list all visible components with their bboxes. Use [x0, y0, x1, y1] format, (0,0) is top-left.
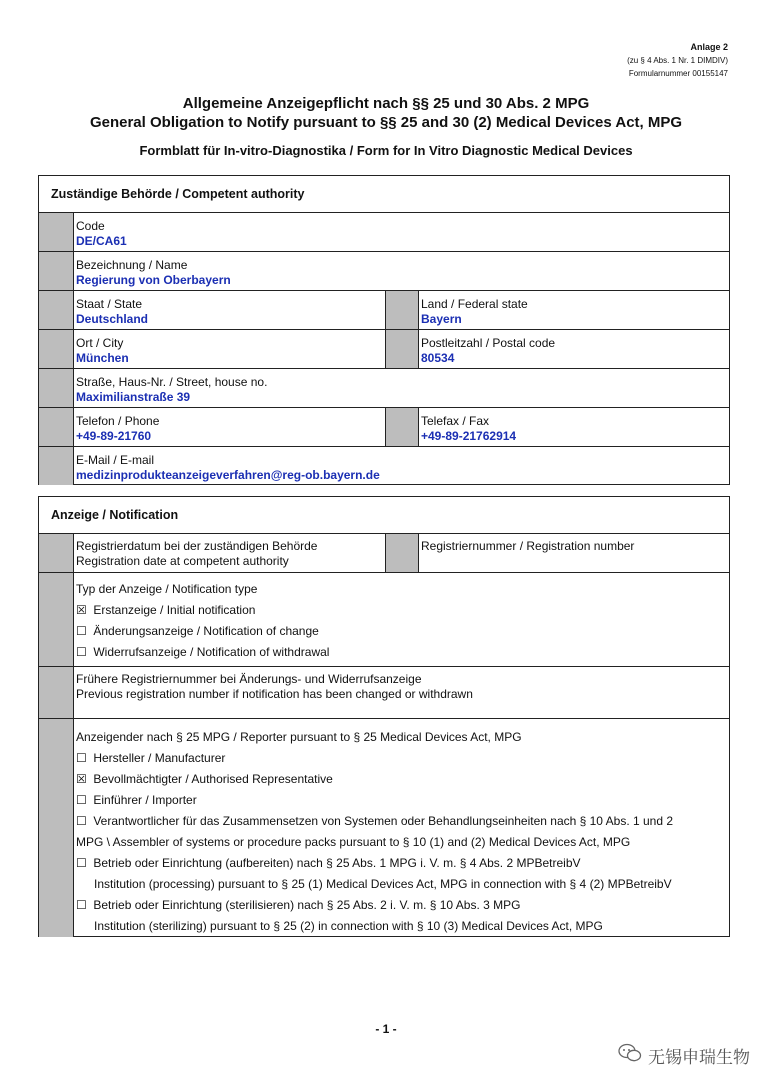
notification-type-label: Typ der Anzeige / Notification type [76, 582, 258, 596]
reporter-option-processing[interactable] [76, 853, 729, 874]
grey-cell [386, 330, 419, 368]
registration-number-label: Registriernummer / Registration number [421, 539, 635, 553]
email-row [39, 447, 729, 485]
authority-heading: Zuständige Behörde / Competent authority [39, 176, 729, 213]
street-label: Straße, Haus-Nr. / Street, house no. [76, 375, 268, 389]
option-label: Änderungsanzeige / Notification of change [93, 624, 319, 638]
fax-field [419, 408, 516, 446]
grey-cell [39, 719, 74, 937]
notification-type-field [74, 573, 329, 666]
name-value: Regierung von Oberbayern [76, 273, 231, 287]
checkbox-unchecked[interactable]: ☐ [76, 814, 87, 828]
option-label: Hersteller / Manufacturer [93, 751, 226, 765]
notification-type-row [39, 573, 729, 667]
type-option-withdrawal[interactable] [76, 642, 329, 663]
checkbox-unchecked[interactable]: ☐ [76, 645, 87, 659]
previous-number-field [74, 667, 473, 718]
grey-cell [39, 447, 74, 485]
grey-cell [386, 291, 419, 329]
registration-date-label-de: Registrierdatum bei der zuständigen Behörde [76, 539, 318, 553]
option-label: Einführer / Importer [93, 793, 197, 807]
checkbox-checked[interactable]: ☒ [76, 603, 87, 617]
title-german: Allgemeine Anzeigepflicht nach §§ 25 und 30 Abs. 2 MPG [182, 95, 590, 112]
phone-label: Telefon / Phone [76, 414, 160, 428]
registration-date-field [74, 534, 317, 572]
grey-cell [39, 534, 74, 572]
wechat-icon [618, 1043, 642, 1068]
grey-cell [39, 213, 74, 251]
previous-number-label-en: Previous registration number if notification has been changed or withdrawn [76, 687, 473, 701]
state-value: Deutschland [76, 312, 149, 326]
grey-cell [39, 408, 74, 446]
grey-cell [39, 369, 74, 407]
phone-field [74, 408, 159, 446]
option-label: Erstanzeige / Initial notification [93, 603, 256, 617]
email-value: medizinprodukteanzeigeverfahren@reg-ob.bayern.de [76, 468, 380, 482]
postal-field [419, 330, 555, 368]
city-label: Ort / City [76, 336, 124, 350]
street-value: Maximilianstraße 39 [76, 390, 191, 404]
state-label: Staat / State [76, 297, 143, 311]
form-subtitle: Formblatt für In-vitro-Diagnostika / Form for In Vitro Diagnostic Medical Devices [139, 143, 633, 158]
annex-label: Anlage 2 [690, 42, 728, 52]
registration-number-field [419, 534, 634, 572]
reporter-option-importer[interactable] [76, 790, 729, 811]
option-label: Verantwortlicher für das Zusammensetzen von Systemen oder Behandlungseinheiten nach § 10 Abs. 1 und 2 [93, 814, 674, 828]
option-label: Widerrufsanzeige / Notification of withdrawal [93, 645, 330, 659]
code-value: DE/CA61 [76, 234, 127, 248]
grey-cell [39, 291, 74, 329]
page-number: - 1 - [375, 1022, 397, 1036]
code-field [74, 213, 127, 251]
checkbox-unchecked[interactable]: ☐ [76, 793, 87, 807]
email-label: E-Mail / E-mail [76, 453, 155, 467]
reporter-option-authorised-rep[interactable] [76, 769, 729, 790]
type-option-change[interactable] [76, 621, 329, 642]
option-label: Betrieb oder Einrichtung (sterilisieren) nach § 25 Abs. 2 i. V. m. § 10 Abs. 3 MPG [93, 898, 521, 912]
fax-label: Telefax / Fax [421, 414, 490, 428]
code-row [39, 213, 729, 252]
reporter-option-sterilizing[interactable] [76, 895, 729, 916]
state-row [39, 291, 729, 330]
notification-section [38, 496, 730, 937]
email-field [74, 447, 380, 485]
city-row [39, 330, 729, 369]
registration-row [39, 534, 729, 573]
grey-cell [386, 534, 419, 572]
previous-number-row [39, 667, 729, 719]
type-option-initial[interactable] [76, 600, 329, 621]
land-field [419, 291, 528, 329]
annex-reference: (zu § 4 Abs. 1 Nr. 1 DIMDIV) [627, 56, 728, 65]
grey-cell [39, 667, 74, 718]
previous-number-label-de: Frühere Registriernummer bei Änderungs- und Widerrufsanzeige [76, 672, 422, 686]
option-label: Betrieb oder Einrichtung (aufbereiten) nach § 25 Abs. 1 MPG i. V. m. § 4 Abs. 2 MPBetreibV [93, 856, 581, 870]
land-label: Land / Federal state [421, 297, 528, 311]
reporter-label: Anzeigender nach § 25 MPG / Reporter pursuant to § 25 Medical Devices Act, MPG [76, 730, 522, 744]
phone-row [39, 408, 729, 447]
checkbox-unchecked[interactable]: ☐ [76, 751, 87, 765]
form-number: Formularnummer 00155147 [628, 69, 728, 78]
grey-cell [386, 408, 419, 446]
name-label: Bezeichnung / Name [76, 258, 188, 272]
city-field [74, 330, 129, 368]
grey-cell [39, 573, 74, 666]
checkbox-unchecked[interactable]: ☐ [76, 898, 87, 912]
option-label: Bevollmächtigter / Authorised Representative [93, 772, 333, 786]
phone-value: +49-89-21760 [76, 429, 152, 443]
checkbox-checked[interactable]: ☒ [76, 772, 87, 786]
state-field [74, 291, 148, 329]
name-row [39, 252, 729, 291]
street-field [74, 369, 267, 407]
reporter-option-assembler[interactable] [76, 811, 729, 832]
reporter-field [74, 719, 729, 937]
land-value: Bayern [421, 312, 462, 326]
reporter-option-manufacturer[interactable] [76, 748, 729, 769]
sterilizing-english: Institution (sterilizing) pursuant to § 25 (2) in connection with § 10 (3) Medical Devices Act, MPG [94, 919, 603, 933]
code-label: Code [76, 219, 105, 233]
postal-value: 80534 [421, 351, 455, 365]
grey-cell [39, 252, 74, 290]
name-field [74, 252, 231, 290]
authority-section [38, 175, 730, 485]
postal-label: Postleitzahl / Postal code [421, 336, 556, 350]
checkbox-unchecked[interactable]: ☐ [76, 856, 87, 870]
reporter-option-assembler-cont: MPG \ Assembler of systems or procedure packs pursuant to § 10 (1) and (2) Medical Devices Act, MPG [76, 835, 631, 849]
title-english: General Obligation to Notify pursuant to §§ 25 and 30 (2) Medical Devices Act, MPG [89, 114, 683, 131]
notification-heading: Anzeige / Notification [39, 497, 729, 534]
registration-date-label-en: Registration date at competent authority [76, 554, 289, 568]
watermark [618, 1043, 750, 1068]
city-value: München [76, 351, 129, 365]
grey-cell [39, 330, 74, 368]
reporter-row [39, 719, 729, 937]
watermark-text: 无锡申瑞生物 [648, 1048, 750, 1067]
fax-value: +49-89-21762914 [421, 429, 517, 443]
annex-header [627, 41, 728, 80]
street-row [39, 369, 729, 408]
processing-english: Institution (processing) pursuant to § 25 (1) Medical Devices Act, MPG in connection with § 4 (2) MPBetreibV [94, 877, 672, 891]
checkbox-unchecked[interactable]: ☐ [76, 624, 87, 638]
